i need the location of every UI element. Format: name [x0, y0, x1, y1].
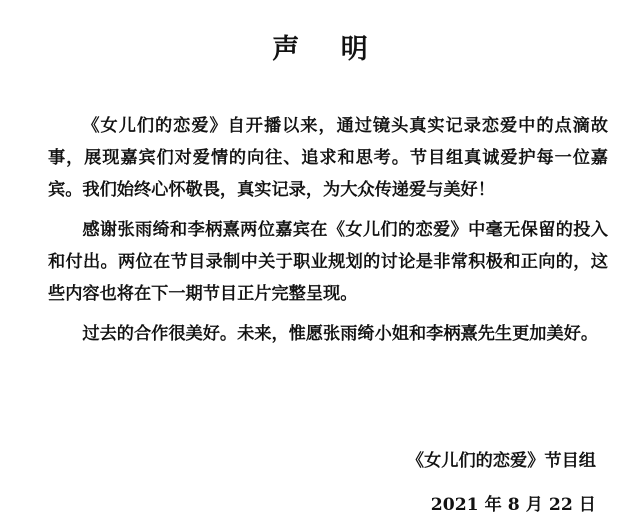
paragraph-thanks: 感谢张雨绮和李柄熹两位嘉宾在《女儿们的恋爱》中毫无保留的投入和付出。两位在节目录制中关于职业规划的讨论是非常积极和正向的，这些内容也将在下一期节目正片完整呈现。: [48, 220, 608, 304]
document-body: [48, 110, 608, 358]
paragraph-closing: 过去的合作很美好。未来，惟愿张雨绮小姐和李柄熹先生更加美好。: [82, 324, 599, 344]
date-line: 2021 年 8 月 22 日: [430, 495, 596, 515]
paragraph-intro: 《女儿们的恋爱》自开播以来，通过镜头真实记录恋爱中的点滴故事，展现嘉宾们对爱情的向往、追求和思考。节目组真诚爱护每一位嘉宾。我们始终心怀敬畏，真实记录，为大众传递爱与美好！: [48, 116, 608, 200]
signature-line: 《女儿们的恋爱》节目组: [406, 451, 596, 471]
document-title: 声 明: [272, 34, 384, 65]
